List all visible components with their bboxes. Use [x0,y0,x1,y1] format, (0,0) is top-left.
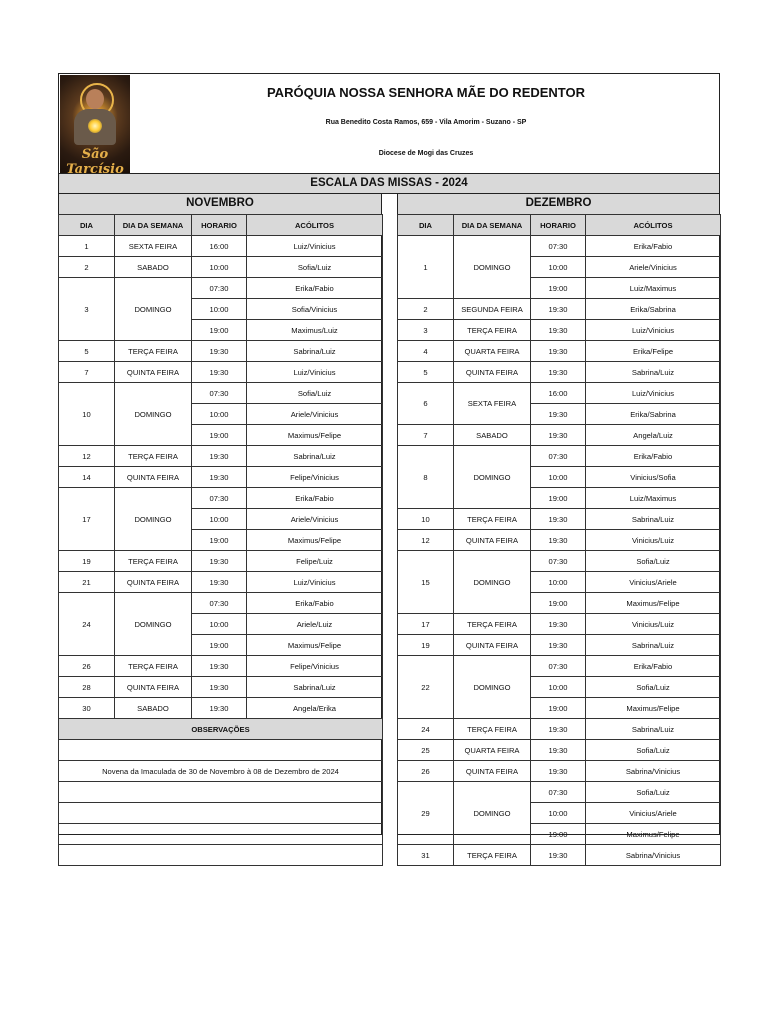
time-cell: 19:00 [531,824,586,845]
weekday-cell: SEXTA FEIRA [115,236,192,257]
day-cell: 22 [398,656,454,719]
dezembro-title: DEZEMBRO [397,194,720,215]
schedule-row [59,446,383,467]
schedule-row [398,530,721,551]
dezembro-section [397,194,720,860]
col-dia-semana-header: DIA DA SEMANA [115,215,192,236]
weekday-cell: DOMINGO [454,236,531,299]
time-cell: 10:00 [531,677,586,698]
acolytes-cell: Luiz/Vinicius [247,236,383,257]
acolytes-cell: Sofia/Luiz [586,677,721,698]
time-cell: 19:30 [531,425,586,446]
weekday-cell: QUINTA FEIRA [115,677,192,698]
weekday-cell: QUINTA FEIRA [115,362,192,383]
schedule-row [398,635,721,656]
weekday-cell: DOMINGO [115,383,192,446]
acolytes-cell: Luiz/Maximus [586,488,721,509]
acolytes-cell: Felipe/Luiz [247,551,383,572]
time-cell: 19:30 [531,530,586,551]
time-cell: 10:00 [531,803,586,824]
acolytes-cell: Erika/Fabio [586,656,721,677]
observacoes-line [59,782,383,803]
time-cell: 19:00 [531,593,586,614]
time-cell: 19:30 [531,362,586,383]
weekday-cell: DOMINGO [454,446,531,509]
day-cell: 26 [59,656,115,677]
day-cell: 19 [59,551,115,572]
acolytes-cell: Sofia/Luiz [586,740,721,761]
day-cell: 4 [398,341,454,362]
time-cell: 19:30 [192,551,247,572]
acolytes-cell: Luiz/Vinicius [586,320,721,341]
day-cell: 2 [59,257,115,278]
schedule-row [59,467,383,488]
weekday-cell: QUINTA FEIRA [115,572,192,593]
day-cell: 17 [398,614,454,635]
diocese-name: Diocese de Mogi das Cruzes [378,150,474,157]
observacoes-row [59,824,383,845]
time-cell: 19:00 [192,530,247,551]
weekday-cell: SEXTA FEIRA [454,383,531,425]
novembro-section [58,194,382,776]
weekday-cell: DOMINGO [115,488,192,551]
day-cell: 7 [398,425,454,446]
acolytes-cell: Sabrina/Vinicius [586,761,721,782]
acolytes-cell: Luiz/Vinicius [586,383,721,404]
schedule-row [59,278,383,299]
schedule-row [59,257,383,278]
observacoes-line [59,803,383,824]
parish-address: Rua Benedito Costa Ramos, 659 - Vila Amorim - Suzano - SP [325,119,527,126]
weekday-cell: QUINTA FEIRA [454,761,531,782]
schedule-row [59,551,383,572]
acolytes-cell: Luiz/Maximus [586,278,721,299]
time-cell: 19:30 [192,677,247,698]
acolytes-cell: Sofia/Luiz [247,257,383,278]
observacoes-row [59,803,383,824]
acolytes-cell: Sabrina/Luiz [586,509,721,530]
acolytes-cell: Vinicius/Ariele [586,572,721,593]
weekday-cell: SABADO [115,257,192,278]
time-cell: 19:00 [531,488,586,509]
time-cell: 19:00 [531,278,586,299]
time-cell: 07:30 [192,383,247,404]
schedule-row [59,656,383,677]
time-cell: 19:30 [192,341,247,362]
day-cell: 24 [59,593,115,656]
day-cell: 5 [59,341,115,362]
acolytes-cell: Sabrina/Luiz [586,719,721,740]
weekday-cell: SABADO [454,425,531,446]
day-cell: 3 [59,278,115,341]
weekday-cell: QUINTA FEIRA [115,467,192,488]
time-cell: 19:30 [192,572,247,593]
observacoes-line [59,740,383,761]
acolytes-cell: Angela/Erika [247,698,383,719]
time-cell: 19:00 [192,635,247,656]
acolytes-cell: Erika/Felipe [586,341,721,362]
time-cell: 10:00 [192,299,247,320]
day-cell: 15 [398,551,454,614]
schedule-row [398,551,721,572]
acolytes-cell: Sabrina/Vinicius [586,845,721,866]
weekday-cell: TERÇA FEIRA [454,509,531,530]
time-cell: 19:00 [531,698,586,719]
weekday-cell: TERÇA FEIRA [115,551,192,572]
acolytes-cell: Erika/Fabio [247,593,383,614]
schedule-row [59,572,383,593]
observacoes-row [59,761,383,782]
weekday-cell: QUARTA FEIRA [454,341,531,362]
acolytes-cell: Vinicius/Sofia [586,467,721,488]
observacoes-title: OBSERVAÇÕES [59,719,383,740]
time-cell: 19:30 [531,635,586,656]
schedule-row [398,362,721,383]
weekday-cell: QUINTA FEIRA [454,530,531,551]
time-cell: 07:30 [192,488,247,509]
header-box [58,73,720,174]
acolytes-cell: Erika/Sabrina [586,404,721,425]
time-cell: 10:00 [531,467,586,488]
col-horario-header: HORARIO [531,215,586,236]
schedule-row [398,614,721,635]
acolytes-cell: Sabrina/Luiz [586,635,721,656]
schedule-row [398,719,721,740]
time-cell: 19:30 [531,320,586,341]
observacoes-row [59,845,383,866]
time-cell: 19:30 [531,404,586,425]
acolytes-cell: Angela/Luiz [586,425,721,446]
acolytes-cell: Ariele/Vinicius [247,509,383,530]
acolytes-cell: Sofia/Luiz [247,383,383,404]
acolytes-cell: Felipe/Vinicius [247,467,383,488]
dezembro-table [397,214,721,866]
time-cell: 19:30 [531,740,586,761]
acolytes-cell: Maximus/Felipe [586,824,721,845]
time-cell: 19:30 [192,698,247,719]
acolytes-cell: Sabrina/Luiz [247,341,383,362]
acolytes-cell: Vinicius/Luiz [586,530,721,551]
observacoes-row [59,782,383,803]
weekday-cell: TERÇA FEIRA [454,719,531,740]
time-cell: 07:30 [531,446,586,467]
schedule-row [59,593,383,614]
schedule-row [398,236,721,257]
acolytes-cell: Erika/Fabio [247,488,383,509]
header-row [398,215,721,236]
time-cell: 19:30 [192,656,247,677]
day-cell: 30 [59,698,115,719]
schedule-row [398,299,721,320]
acolytes-cell: Maximus/Felipe [247,635,383,656]
col-horario-header: HORARIO [192,215,247,236]
schedule-row [398,761,721,782]
day-cell: 5 [398,362,454,383]
weekday-cell: DOMINGO [454,656,531,719]
day-cell: 26 [398,761,454,782]
time-cell: 07:30 [192,593,247,614]
time-cell: 10:00 [192,404,247,425]
observacoes-line [59,845,383,866]
schedule-row [398,446,721,467]
acolytes-cell: Maximus/Felipe [586,698,721,719]
acolytes-cell: Vinicius/Luiz [586,614,721,635]
time-cell: 19:30 [192,446,247,467]
acolytes-cell: Maximus/Felipe [247,530,383,551]
acolytes-cell: Maximus/Felipe [586,593,721,614]
time-cell: 10:00 [192,257,247,278]
observacoes-line [59,824,383,845]
weekday-cell: TERÇA FEIRA [454,614,531,635]
acolytes-cell: Maximus/Luiz [247,320,383,341]
day-cell: 6 [398,383,454,425]
observacoes-row [59,740,383,761]
weekday-cell: QUINTA FEIRA [454,635,531,656]
weekday-cell: TERÇA FEIRA [454,320,531,341]
col-acolitos-header: ACÓLITOS [586,215,721,236]
time-cell: 07:30 [531,551,586,572]
acolytes-cell: Sabrina/Luiz [247,446,383,467]
day-cell: 3 [398,320,454,341]
saint-tarcisio-logo [60,75,130,173]
acolytes-cell: Maximus/Felipe [247,425,383,446]
day-cell: 25 [398,740,454,761]
acolytes-cell: Sofia/Vinicius [247,299,383,320]
weekday-cell: SABADO [115,698,192,719]
schedule-row [398,509,721,530]
day-cell: 8 [398,446,454,509]
schedule-row [59,236,383,257]
day-cell: 17 [59,488,115,551]
acolytes-cell: Sabrina/Luiz [247,677,383,698]
schedule-row [398,341,721,362]
time-cell: 19:30 [531,761,586,782]
day-cell: 1 [59,236,115,257]
acolytes-cell: Erika/Fabio [586,446,721,467]
day-cell: 29 [398,782,454,845]
time-cell: 19:00 [192,425,247,446]
time-cell: 19:30 [531,341,586,362]
acolytes-cell: Sofia/Luiz [586,782,721,803]
schedule-row [398,383,721,404]
acolytes-cell: Sofia/Luiz [586,551,721,572]
novembro-table [58,214,383,866]
acolytes-cell: Ariele/Vinicius [586,257,721,278]
acolytes-cell: Ariele/Vinicius [247,404,383,425]
day-cell: 10 [398,509,454,530]
weekday-cell: SEGUNDA FEIRA [454,299,531,320]
time-cell: 10:00 [531,257,586,278]
header-row [59,215,383,236]
day-cell: 12 [398,530,454,551]
time-cell: 07:30 [531,656,586,677]
acolytes-cell: Erika/Fabio [247,278,383,299]
weekday-cell: DOMINGO [454,551,531,614]
acolytes-cell: Ariele/Luiz [247,614,383,635]
weekday-cell: QUARTA FEIRA [454,740,531,761]
eucharist-glow-icon [88,119,102,133]
schedule-row [59,341,383,362]
time-cell: 19:30 [531,509,586,530]
schedule-row [398,320,721,341]
weekday-cell: DOMINGO [454,782,531,845]
day-cell: 19 [398,635,454,656]
day-cell: 1 [398,236,454,299]
observacoes-line: Novena da Imaculada de 30 de Novembro à 08 de Dezembro de 2024 [59,761,383,782]
time-cell: 19:30 [531,719,586,740]
day-cell: 28 [59,677,115,698]
col-dia-header: DIA [59,215,115,236]
day-cell: 21 [59,572,115,593]
acolytes-cell: Erika/Sabrina [586,299,721,320]
head-shape [86,89,104,109]
col-dia-semana-header: DIA DA SEMANA [454,215,531,236]
acolytes-cell: Erika/Fabio [586,236,721,257]
time-cell: 07:30 [531,236,586,257]
schedule-row [59,362,383,383]
acolytes-cell: Luiz/Vinicius [247,572,383,593]
schedule-row [398,425,721,446]
acolytes-cell: Sabrina/Luiz [586,362,721,383]
time-cell: 10:00 [531,572,586,593]
schedule-row [398,845,721,866]
time-cell: 19:30 [531,845,586,866]
time-cell: 19:00 [192,320,247,341]
schedule-row [398,782,721,803]
day-cell: 10 [59,383,115,446]
time-cell: 07:30 [192,278,247,299]
time-cell: 19:30 [531,614,586,635]
time-cell: 19:30 [192,362,247,383]
weekday-cell: TERÇA FEIRA [115,446,192,467]
time-cell: 16:00 [192,236,247,257]
weekday-cell: TERÇA FEIRA [115,341,192,362]
col-dia-header: DIA [398,215,454,236]
weekday-cell: TERÇA FEIRA [115,656,192,677]
day-cell: 12 [59,446,115,467]
day-cell: 31 [398,845,454,866]
schedule-row [59,698,383,719]
weekday-cell: TERÇA FEIRA [454,845,531,866]
day-cell: 2 [398,299,454,320]
schedule-row [59,677,383,698]
observacoes-header-row [59,719,383,740]
acolytes-cell: Luiz/Vinicius [247,362,383,383]
time-cell: 07:30 [531,782,586,803]
day-cell: 24 [398,719,454,740]
schedule-banner: ESCALA DAS MISSAS - 2024 [58,174,720,194]
col-acolitos-header: ACÓLITOS [247,215,383,236]
day-cell: 7 [59,362,115,383]
schedule-row [398,656,721,677]
weekday-cell: DOMINGO [115,278,192,341]
time-cell: 19:30 [531,299,586,320]
novembro-title: NOVEMBRO [58,194,382,215]
schedule-row [398,740,721,761]
day-cell: 14 [59,467,115,488]
logo-script: São Tarcísio [66,147,124,173]
time-cell: 10:00 [192,509,247,530]
schedule-sheet [58,73,720,860]
time-cell: 19:30 [192,467,247,488]
time-cell: 10:00 [192,614,247,635]
acolytes-cell: Vinicius/Ariele [586,803,721,824]
schedule-row [59,488,383,509]
weekday-cell: DOMINGO [115,593,192,656]
acolytes-cell: Felipe/Vinicius [247,656,383,677]
weekday-cell: QUINTA FEIRA [454,362,531,383]
time-cell: 16:00 [531,383,586,404]
schedule-row [59,383,383,404]
parish-title: PARÓQUIA NOSSA SENHORA MÃE DO REDENTOR [266,85,586,100]
